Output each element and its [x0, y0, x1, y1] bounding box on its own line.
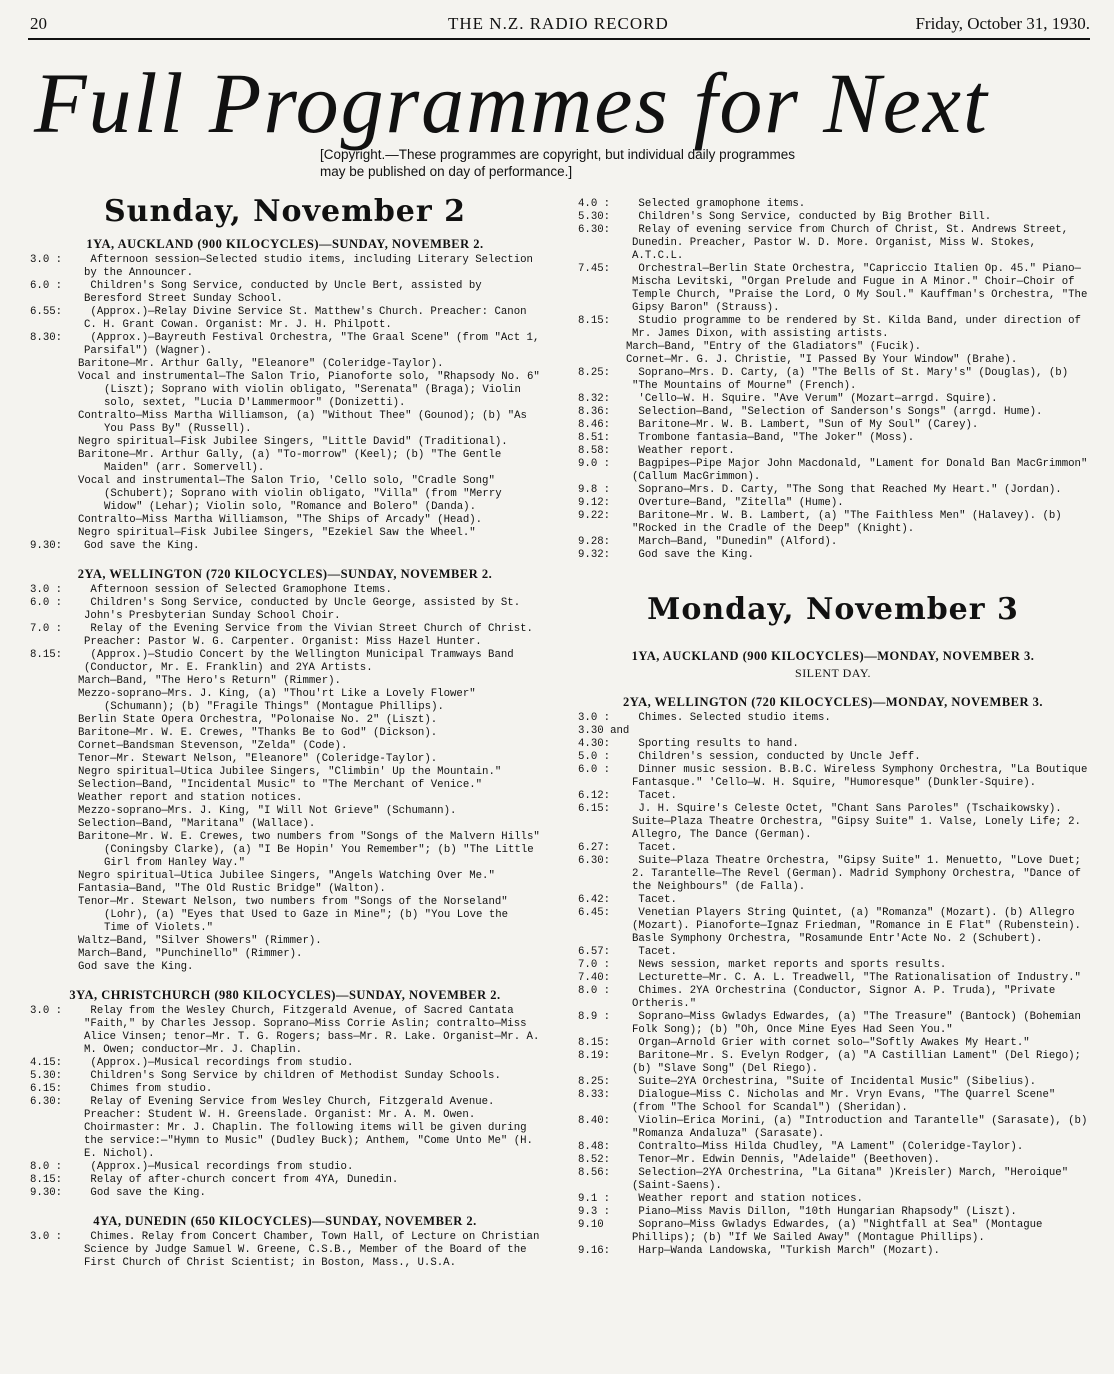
programme-subitem: Selection—Band, "Incidental Music" to "The Merchant of Venice." — [78, 779, 483, 791]
item-text: Violin—Erica Morini, (a) "Introduction and Tarantelle" (Sarasate), (b) "Romanza Andaluza" (Sarasate). — [632, 1115, 1088, 1140]
issue-date: Friday, October 31, 1930. — [915, 14, 1090, 33]
item-text: Chimes from studio. — [90, 1083, 213, 1095]
programme-subitem: Selection—Band, "Maritana" (Wallace). — [78, 818, 316, 830]
item-text: Contralto—Miss Hilda Chudley, "A Lament" (Coleridge-Taylor). — [638, 1141, 1024, 1153]
programme-item — [30, 623, 540, 649]
item-text: Selection—2YA Orchestrina, "La Gitana" )Kreisler) March, "Heroique" (Saint-Saens). — [632, 1167, 1069, 1192]
item-text: (Approx.)—Musical recordings from studio. — [90, 1057, 354, 1069]
item-time: 6.0 : — [578, 764, 611, 776]
item-time: 3.0 : — [30, 1231, 63, 1243]
item-time: 8.9 : — [578, 1011, 611, 1023]
item-time: 9.30: — [30, 1187, 63, 1199]
programme-list — [30, 584, 540, 675]
item-text: God save the King. — [638, 549, 754, 561]
item-text: Dialogue—Miss C. Nicholas and Mr. Vryn Evans, "The Quarrel Scene" (from "The School for Scandal") (Sheridan). — [632, 1089, 1056, 1114]
item-text: God save the King. — [90, 1187, 206, 1199]
masthead: THE N.Z. RADIO RECORD — [448, 14, 669, 33]
station-heading: 2YA, WELLINGTON (720 KILOCYCLES)—MONDAY, NOVEMBER 3. — [622, 695, 1044, 709]
item-time: 8.15: — [30, 649, 63, 661]
programme-item — [578, 211, 1088, 224]
item-time: 6.15: — [578, 803, 611, 815]
item-time: 7.45: — [578, 263, 611, 275]
item-text: (Approx.)—Studio Concert by the Wellington Municipal Tramways Band (Conductor, Mr. E. Franklin) and 2YA Artists. — [84, 649, 514, 674]
item-text: Relay of the Evening Service from the Vivian Street Church of Christ. Preacher: Pastor W. G. Carpenter. Organist: Miss Hazel Hunter. — [84, 623, 533, 648]
item-text: Harp—Wanda Landowska, "Turkish March" (Mozart). — [638, 1245, 940, 1257]
item-text: Suite—Plaza Theatre Orchestra, "Gipsy Suite" 1. Menuetto, "Love Duet; 2. Tarantelle—The Revel (German). Madrid Symphony Orchestra, "Dance of the Neighbours" (de Falla). — [632, 855, 1081, 893]
item-text: Chimes. 2YA Orchestrina (Conductor, Signor A. P. Truda), "Private Ortheris." — [632, 985, 1056, 1010]
programme-item — [578, 803, 1088, 842]
item-time: 6.42: — [578, 894, 611, 906]
copyright-notice: [Copyright.—These programmes are copyright, but individual daily programmes may be published on day of performance.] — [320, 147, 795, 179]
programme-subitem: Mezzo-soprano—Mrs. J. King, "I Will Not Grieve" (Schumann). — [78, 805, 457, 817]
item-time: 8.48: — [578, 1141, 611, 1153]
programme-item — [578, 458, 1088, 484]
item-text: Baritone—Mr. W. B. Lambert, (a) "The Faithless Men" (Halavey). (b) "Rocked in the Cradle of the Deep" (Knight). — [632, 510, 1062, 535]
item-time: 6.45: — [578, 907, 611, 919]
programme-subitem: Vocal and instrumental—The Salon Trio, Pianoforte solo, "Rhapsody No. 6" (Liszt); Soprano with violin obligato, "Serenata" (Braga); Violin solo, sextet, "Lucia D'Lammermoor" (Donizetti). — [78, 371, 540, 409]
item-time: 8.33: — [578, 1089, 611, 1101]
programme-subitem: Baritone—Mr. W. E. Crewes, "Thanks Be to God" (Dickson). — [78, 727, 438, 739]
programme-list — [30, 254, 540, 358]
programme-item — [578, 1154, 1088, 1167]
item-time: 6.0 : — [30, 597, 63, 609]
programme-subitem: Mezzo-soprano—Mrs. J. King, (a) "Thou'rt Like a Lovely Flower" (Schumann); (b) "Fragile Things" (Montague Phillips). — [78, 688, 476, 713]
programme-item — [578, 946, 1088, 959]
item-text: Weather report and station notices. — [638, 1193, 863, 1205]
item-time: 8.58: — [578, 445, 611, 457]
item-text: Children's Song Service, conducted by Big Brother Bill. — [638, 211, 992, 223]
programme-item — [578, 445, 1088, 458]
item-text: Afternoon session of Selected Gramophone Items. — [90, 584, 392, 596]
programme-item — [30, 306, 540, 332]
item-time: 6.30: — [578, 855, 611, 867]
item-time: 9.3 : — [578, 1206, 611, 1218]
programme-list — [30, 1005, 540, 1200]
programme-list — [578, 198, 1088, 341]
item-text: Relay of Evening Service from Wesley Church, Fitzgerald Avenue. Preacher: Student W. H. Greenslade. Organist: Mr. A. M. Owen. Choirmaster: Mr. J. Chaplin. The following items will be given during the service:—"Hymn to Music" (Dudley Buck); Anthem, "Come Unto Me" (H. E. Nichol). — [84, 1096, 533, 1160]
programme-item — [578, 510, 1088, 536]
programme-subitem: Baritone—Mr. W. E. Crewes, two numbers from "Songs of the Malvern Hills" (Coningsby Clarke), (a) "I Be Hopin' You Remember"; (b) "The Little Girl from Hanley Way." — [78, 831, 540, 869]
programme-item — [30, 649, 540, 675]
item-text: God save the King. — [84, 540, 200, 552]
programme-item — [578, 725, 1088, 751]
item-text: Overture—Band, "Zitella" (Hume). — [638, 497, 844, 509]
programme-item — [578, 764, 1088, 790]
item-time: 8.51: — [578, 432, 611, 444]
programme-item — [30, 1187, 540, 1200]
item-text: Bagpipes—Pipe Major John Macdonald, "Lament for Donald Ban MacGrimmon" (Callum MacGrimmon). — [632, 458, 1088, 483]
item-time: 3.30 and 4.30: — [578, 725, 630, 750]
programme-subitem: Cornet—Bandsman Stevenson, "Zelda" (Code). — [78, 740, 348, 752]
item-time: 8.32: — [578, 393, 611, 405]
programme-item — [578, 1219, 1088, 1245]
programme-item — [578, 1050, 1088, 1076]
programme-item — [578, 1037, 1088, 1050]
programme-item — [30, 584, 540, 597]
programme-item — [578, 842, 1088, 855]
item-time: 8.15: — [30, 1174, 63, 1186]
programme-item — [30, 1174, 540, 1187]
item-time: 8.0 : — [30, 1161, 63, 1173]
programme-sublist — [30, 358, 540, 540]
item-text: Baritone—Mr. W. B. Lambert, "Sun of My Soul" (Carey). — [638, 419, 979, 431]
item-text: Children's session, conducted by Uncle Jeff. — [638, 751, 921, 763]
station-heading: 1YA, AUCKLAND (900 KILOCYCLES)—MONDAY, NOVEMBER 3. — [631, 649, 1035, 663]
item-time: 6.55: — [30, 306, 63, 318]
day-heading-sunday: Sunday, November 2 — [103, 194, 467, 229]
item-text: Tacet. — [638, 842, 677, 854]
programme-subitem: Berlin State Opera Orchestra, "Polonaise No. 2" (Liszt). — [78, 714, 438, 726]
item-time: 3.0 : — [30, 1005, 63, 1017]
item-text: Relay of evening service from Church of Christ, St. Andrews Street, Dunedin. Preacher, Pastor W. D. More. Organist, Miss W. Stokes, A.T.C.L. — [632, 224, 1069, 262]
item-text: Soprano—Miss Gwladys Edwardes, (a) "Nightfall at Sea" (Montague Phillips); (b) "If We Sailed Away" (Montague Phillips). — [632, 1219, 1043, 1244]
programme-subitem: March—Band, "Punchinello" (Rimmer). — [78, 948, 303, 960]
item-time: 9.8 : — [578, 484, 611, 496]
programme-subitem: Weather report and station notices. — [78, 792, 303, 804]
item-time: 8.56: — [578, 1167, 611, 1179]
item-time: 8.15: — [578, 315, 611, 327]
programme-subitem: Contralto—Miss Martha Williamson, "The Ships of Arcady" (Head). — [78, 514, 483, 526]
programme-item — [30, 1161, 540, 1174]
item-text: Chimes. Relay from Concert Chamber, Town Hall, of Lecture on Christian Science by Judge Samuel W. Greene, C.S.B., Member of the Board of the First Church of Christ Scientist; in Boston, Mass., U.S.A. — [84, 1231, 540, 1269]
programme-item — [578, 1076, 1088, 1089]
item-time: 7.40: — [578, 972, 611, 984]
programme-item — [578, 367, 1088, 393]
item-text: Tacet. — [638, 894, 677, 906]
day-heading-monday: Monday, November 3 — [647, 592, 1019, 627]
programme-item — [578, 198, 1088, 211]
programme-item — [578, 1245, 1088, 1258]
programme-subitem: Vocal and instrumental—The Salon Trio, 'Cello solo, "Cradle Song" (Schubert); Soprano with violin obligato, "Villa" (from "Merry Widow" (Lehar); Violin solo, "Romance and Bolero" (Danda). — [78, 475, 502, 513]
item-time: 9.30: — [30, 540, 63, 552]
programme-item — [578, 536, 1088, 549]
item-time: 6.57: — [578, 946, 611, 958]
programme-item — [578, 484, 1088, 497]
programme-list — [30, 1231, 540, 1270]
item-text: (Approx.)—Relay Divine Service St. Matthew's Church. Preacher: Canon C. H. Grant Cowan. Organist: Mr. J. H. Philpott. — [84, 306, 527, 331]
item-text: Orchestral—Berlin State Orchestra, "Capriccio Italien Op. 45." Piano—Mischa Levitski, "Organ Prelude and Fugue in A Minor." Choir—Choir of Temple Church, "Praise the Lord, O My Soul." Kauffman's Orchestra, "The Gipsy Baron" (Strauss). — [632, 263, 1088, 314]
page-title: Full Programmes for Next — [34, 55, 989, 151]
programme-subitem: Baritone—Mr. Arthur Gally, "Eleanore" (Coleridge-Taylor). — [78, 358, 444, 370]
programme-item — [578, 1089, 1088, 1115]
item-time: 8.25: — [578, 367, 611, 379]
programme-item — [578, 1167, 1088, 1193]
programme-item — [578, 907, 1088, 946]
programme-subitem: Negro spiritual—Fisk Jubilee Singers, "Ezekiel Saw the Wheel." — [78, 527, 476, 539]
item-time: 6.30: — [578, 224, 611, 236]
programme-sublist — [578, 341, 1088, 367]
item-time: 5.0 : — [578, 751, 611, 763]
item-time: 6.27: — [578, 842, 611, 854]
programme-subitem: Cornet—Mr. G. J. Christie, "I Passed By Your Window" (Brahe). — [626, 354, 1018, 366]
item-text: Children's Song Service, conducted by Uncle George, assisted by St. John's Presbyterian Sunday School Choir. — [84, 597, 521, 622]
item-time: 9.0 : — [578, 458, 611, 470]
item-time: 4.0 : — [578, 198, 611, 210]
item-time: 9.16: — [578, 1245, 611, 1257]
programme-item — [578, 972, 1088, 985]
programme-item — [30, 332, 540, 358]
item-text: J. H. Squire's Celeste Octet, "Chant Sans Paroles" (Tschaikowsky). Suite—Plaza Theatre Orchestra, "Gipsy Suite" 1. Valse, Lonely Life; 2. Allegro, The Dance (German). — [632, 803, 1081, 841]
item-time: 6.0 : — [30, 280, 63, 292]
item-time: 8.46: — [578, 419, 611, 431]
item-text: Selected gramophone items. — [638, 198, 806, 210]
page-header — [30, 14, 1090, 36]
item-text: Trombone fantasia—Band, "The Joker" (Moss). — [638, 432, 915, 444]
programme-item — [578, 1141, 1088, 1154]
item-time: 8.0 : — [578, 985, 611, 997]
item-time: 6.30: — [30, 1096, 63, 1108]
item-text: Tacet. — [638, 946, 677, 958]
item-text: Lecturette—Mr. C. A. L. Treadwell, "The Rationalisation of Industry." — [638, 972, 1081, 984]
item-text: Relay of after-church concert from 4YA, Dunedin. — [90, 1174, 399, 1186]
item-time: 3.0 : — [30, 584, 63, 596]
programme-subitem: Negro spiritual—Fisk Jubilee Singers, "Little David" (Traditional). — [78, 436, 508, 448]
item-time: 8.15: — [578, 1037, 611, 1049]
item-text: Dinner music session. B.B.C. Wireless Symphony Orchestra, "La Boutique Fantasque." 'Cello—W. H. Squire, "Humoresque" (Dunkler-Squire). — [632, 764, 1088, 789]
item-text: Children's Song Service, conducted by Uncle Bert, assisted by Beresford Street Sunday School. — [84, 280, 482, 305]
programme-item — [578, 549, 1088, 562]
item-text: Baritone—Mr. S. Evelyn Rodger, (a) "A Castillian Lament" (Del Riego); (b) "Slave Song" (Del Riego). — [632, 1050, 1081, 1075]
item-text: Piano—Miss Mavis Dillon, "10th Hungarian Rhapsody" (Liszt). — [638, 1206, 1017, 1218]
item-time: 8.19: — [578, 1050, 611, 1062]
item-time: 9.10 — [578, 1219, 604, 1231]
item-text: Venetian Players String Quintet, (a) "Romanza" (Mozart). (b) Allegro (Mozart). Pianoforte—Ignaz Friedman, "Romance in E Flat" (Rubenstein). Basle Symphony Orchestra, "Rosamunde Entr'Acte No. 2 (Schubert). — [632, 907, 1081, 945]
programme-item — [30, 1096, 540, 1161]
programme-item — [30, 254, 540, 280]
item-text: (Approx.)—Bayreuth Festival Orchestra, "The Graal Scene" (from "Act 1, Parsifal") (Wagner). — [84, 332, 540, 357]
programme-item — [30, 597, 540, 623]
station-heading: 4YA, DUNEDIN (650 KILOCYCLES)—SUNDAY, NOVEMBER 2. — [93, 1214, 477, 1228]
item-time: 5.30: — [578, 211, 611, 223]
programme-item — [30, 1057, 540, 1070]
item-time: 8.25: — [578, 1076, 611, 1088]
item-text: Relay from the Wesley Church, Fitzgerald Avenue, of Sacred Cantata "Faith," by Charles Jessop. Soprano—Miss Corrie Aslin; contralto—Miss Alice Vinsen; tenor—Mr. T. G. Rogers; bass—Mr. R. Lake. Organist—Mr. A. M. Owen; conductor—Mr. J. Chaplin. — [84, 1005, 540, 1056]
item-time: 6.12: — [578, 790, 611, 802]
item-text: Chimes. Selected studio items. — [638, 712, 831, 724]
item-time: 8.36: — [578, 406, 611, 418]
item-text: Tenor—Mr. Edwin Dennis, "Adelaide" (Beethoven). — [638, 1154, 940, 1166]
programme-item — [578, 1011, 1088, 1037]
item-text: Soprano—Miss Gwladys Edwardes, (a) "The Treasure" (Bantock) (Bohemian Folk Song); (b) "Oh, Once Mine Eyes Had Seen You." — [632, 1011, 1081, 1036]
right-column — [578, 198, 1088, 1258]
programme-item — [578, 855, 1088, 894]
item-text: Tacet. — [638, 790, 677, 802]
item-time: 3.0 : — [578, 712, 611, 724]
programme-item — [578, 959, 1088, 972]
programme-subitem: Tenor—Mr. Stewart Nelson, "Eleanore" (Coleridge-Taylor). — [78, 753, 438, 765]
programme-subitem: March—Band, "Entry of the Gladiators" (Fucik). — [626, 341, 922, 353]
item-text: Weather report. — [638, 445, 735, 457]
item-text: Sporting results to hand. — [638, 738, 799, 750]
programme-item — [30, 1083, 540, 1096]
item-time: 8.52: — [578, 1154, 611, 1166]
item-time: 9.32: — [578, 549, 611, 561]
programme-item — [578, 894, 1088, 907]
page-number: 20 — [30, 14, 47, 33]
item-time: 7.0 : — [578, 959, 611, 971]
item-time: 7.0 : — [30, 623, 63, 635]
item-time: 8.30: — [30, 332, 63, 344]
programme-list — [578, 367, 1088, 562]
programme-list — [578, 712, 1088, 1258]
programme-subitem: Negro spiritual—Utica Jubilee Singers, "Angels Watching Over Me." — [78, 870, 495, 882]
item-text: Soprano—Mrs. D. Carty, "The Song that Reached My Heart." (Jordan). — [638, 484, 1062, 496]
programme-subitem: Baritone—Mr. Arthur Gally, (a) "To-morrow" (Keel); (b) "The Gentle Maiden" (arr. Somervell). — [78, 449, 502, 474]
programme-item — [30, 1070, 540, 1083]
silent-day-note: SILENT DAY. — [795, 666, 871, 680]
programme-item — [578, 1206, 1088, 1219]
programme-subitem: Contralto—Miss Martha Williamson, (a) "Without Thee" (Gounod); (b) "As You Pass By" (Russell). — [78, 410, 527, 435]
programme-item — [578, 315, 1088, 341]
programme-item — [578, 224, 1088, 263]
item-time: 9.28: — [578, 536, 611, 548]
item-time: 9.1 : — [578, 1193, 611, 1205]
programme-subitem: God save the King. — [78, 961, 194, 973]
programme-item — [578, 1193, 1088, 1206]
programme-item — [578, 419, 1088, 432]
item-text: Organ—Arnold Grier with cornet solo—"Softly Awakes My Heart." — [638, 1037, 1030, 1049]
item-text: Afternoon session—Selected studio items, including Literary Selection by the Announcer. — [84, 254, 533, 279]
programme-item — [30, 1231, 540, 1270]
item-time: 4.15: — [30, 1057, 63, 1069]
programme-subitem: Tenor—Mr. Stewart Nelson, two numbers from "Songs of the Norseland" (Lohr), (a) "Eyes that Used to Gaze in Mine"; (b) "You Love the Time of Violets." — [78, 896, 509, 934]
programme-subitem: Negro spiritual—Utica Jubilee Singers, "Climbin' Up the Mountain." — [78, 766, 502, 778]
programme-item — [30, 540, 540, 553]
item-text: Studio programme to be rendered by St. Kilda Band, under direction of Mr. James Dixon, with assisting artists. — [632, 315, 1081, 340]
programme-item — [578, 432, 1088, 445]
item-time: 9.12: — [578, 497, 611, 509]
item-text: Suite—2YA Orchestrina, "Suite of Incidental Music" (Sibelius). — [638, 1076, 1037, 1088]
programme-item — [578, 393, 1088, 406]
item-text: Soprano—Mrs. D. Carty, (a) "The Bells of St. Mary's" (Douglas), (b) "The Mountains of Mourne" (French). — [632, 367, 1069, 392]
item-text: News session, market reports and sports results. — [638, 959, 947, 971]
item-text: 'Cello—W. H. Squire. "Ave Verum" (Mozart—arrgd. Squire). — [638, 393, 998, 405]
header-rule — [28, 38, 1090, 40]
programme-item — [30, 1005, 540, 1057]
programme-subitem: March—Band, "The Hero's Return" (Rimmer). — [78, 675, 341, 687]
item-time: 8.40: — [578, 1115, 611, 1127]
programme-item — [30, 280, 540, 306]
item-time: 6.15: — [30, 1083, 63, 1095]
programme-item — [578, 985, 1088, 1011]
programme-item — [578, 263, 1088, 315]
item-text: March—Band, "Dunedin" (Alford). — [638, 536, 838, 548]
programme-item — [578, 751, 1088, 764]
programme-item — [578, 712, 1088, 725]
programme-item — [578, 406, 1088, 419]
programme-item — [578, 497, 1088, 510]
item-time: 5.30: — [30, 1070, 63, 1082]
programme-subitem: Fantasia—Band, "The Old Rustic Bridge" (Walton). — [78, 883, 386, 895]
item-text: (Approx.)—Musical recordings from studio. — [90, 1161, 354, 1173]
item-text: Children's Song Service by children of Methodist Sunday Schools. — [90, 1070, 501, 1082]
station-heading: 3YA, CHRISTCHURCH (980 KILOCYCLES)—SUNDAY, NOVEMBER 2. — [69, 988, 501, 1002]
programme-item — [578, 790, 1088, 803]
programme-sublist — [30, 675, 540, 974]
station-heading: 2YA, WELLINGTON (720 KILOCYCLES)—SUNDAY, NOVEMBER 2. — [77, 567, 493, 581]
station-heading: 1YA, AUCKLAND (900 KILOCYCLES)—SUNDAY, NOVEMBER 2. — [86, 237, 484, 251]
item-time: 9.22: — [578, 510, 611, 522]
item-time: 3.0 : — [30, 254, 63, 266]
left-column — [30, 190, 540, 1270]
programme-item — [578, 1115, 1088, 1141]
item-text: Selection—Band, "Selection of Sanderson's Songs" (arrgd. Hume). — [638, 406, 1043, 418]
programme-subitem: Waltz—Band, "Silver Showers" (Rimmer). — [78, 935, 322, 947]
